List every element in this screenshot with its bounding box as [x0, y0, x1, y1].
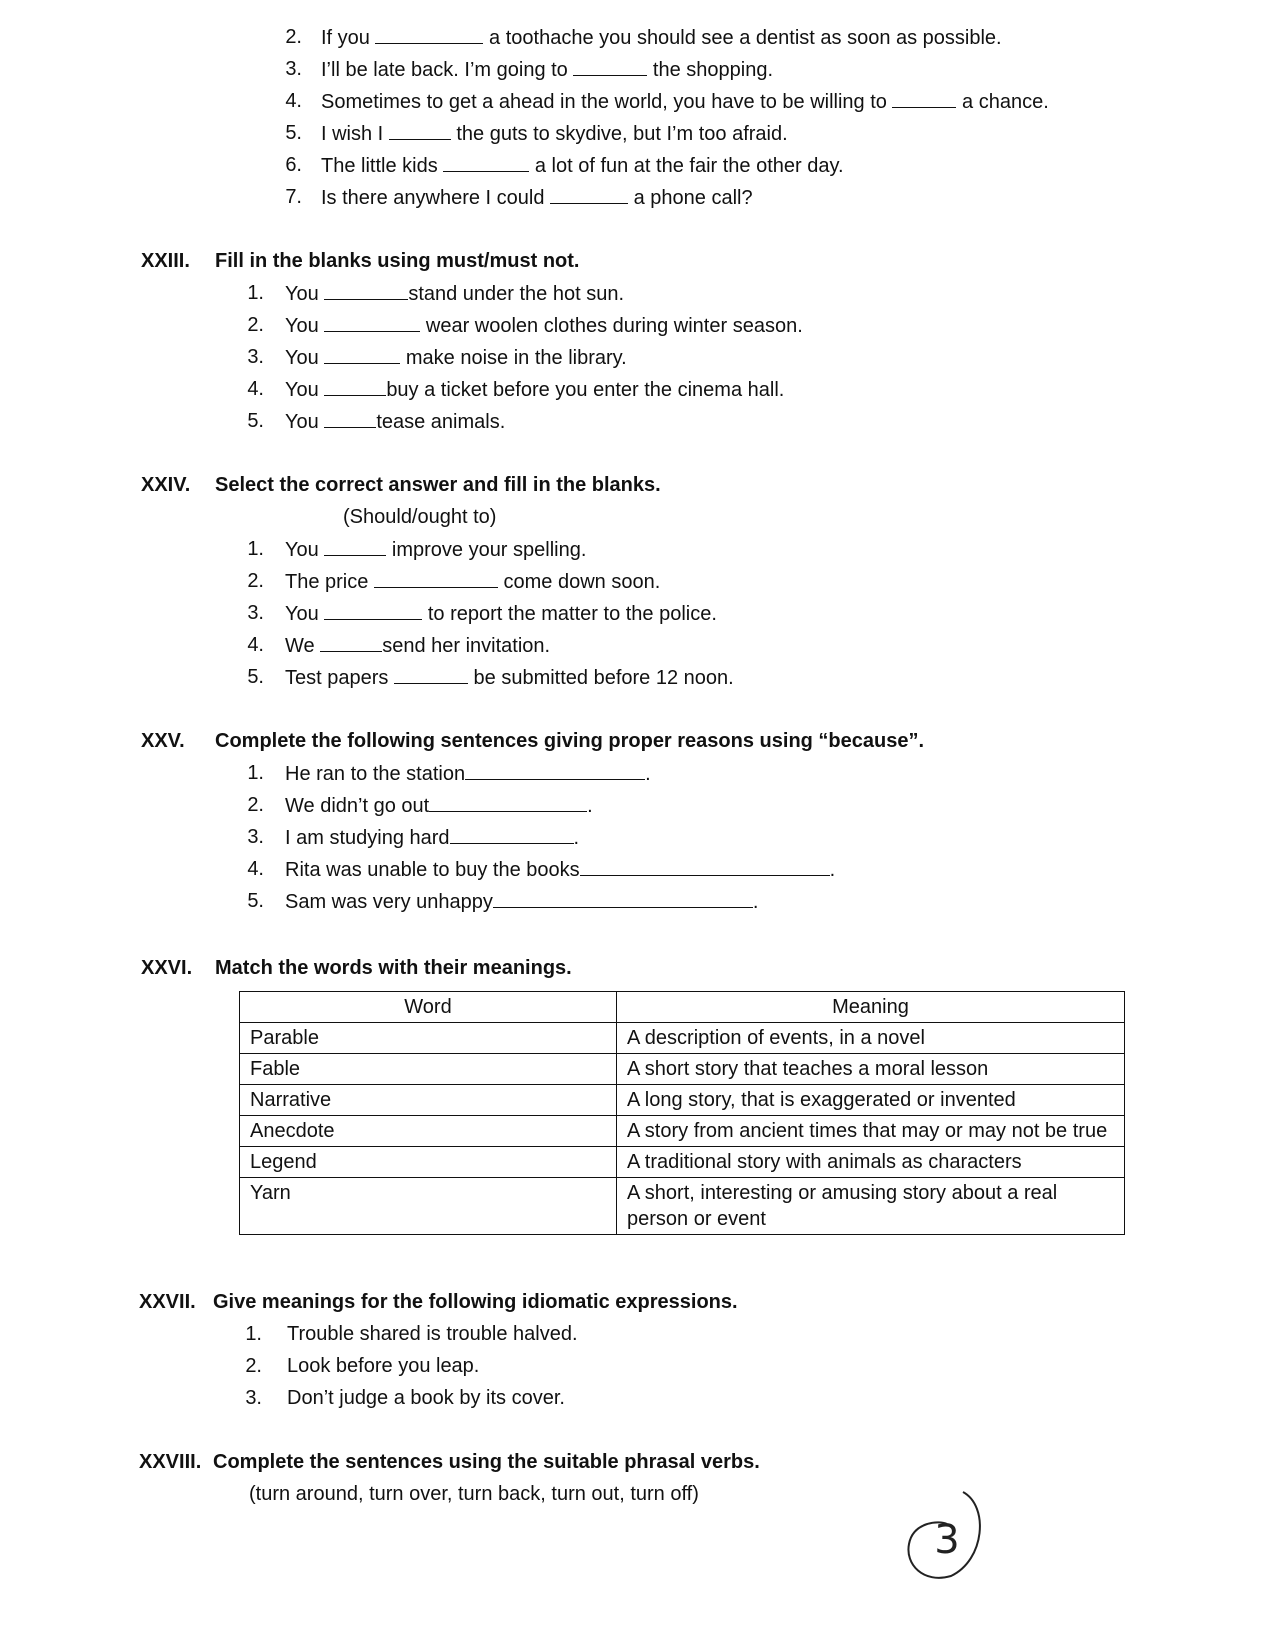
section-number: XXVII. — [139, 1291, 196, 1313]
table-row — [240, 1023, 1125, 1054]
page-number — [903, 1486, 993, 1586]
item-number: 5. — [247, 890, 264, 912]
item-number: 2. — [245, 1355, 262, 1377]
answer-blank[interactable] — [324, 601, 422, 620]
section-heading: Select the correct answer and fill in the blanks. — [215, 474, 661, 496]
meaning-cell: A long story, that is exaggerated or invented — [617, 1085, 1125, 1116]
section-number: XXVI. — [141, 957, 193, 979]
item-number: 3. — [247, 826, 264, 848]
exercise-item: You stand under the hot sun. — [285, 283, 625, 305]
answer-blank[interactable] — [892, 89, 956, 108]
item-number: 2. — [247, 794, 264, 816]
meaning-cell: A short, interesting or amusing story about a real person or event — [617, 1178, 1125, 1235]
answer-blank[interactable] — [324, 409, 376, 428]
item-number: 6. — [285, 154, 302, 176]
item-number: 5. — [247, 410, 264, 432]
word-cell: Anecdote — [240, 1116, 617, 1147]
exercise-item: We send her invitation. — [285, 635, 551, 657]
word-cell: Legend — [240, 1147, 617, 1178]
exercise-item: We didn’t go out . — [285, 795, 593, 817]
item-number: 2. — [247, 570, 264, 592]
exercise-item: The little kids a lot of fun at the fair the other day. — [321, 155, 844, 177]
exercise-item: You wear woolen clothes during winter season. — [285, 315, 803, 337]
item-number: 3. — [285, 58, 302, 80]
exercise-item: You to report the matter to the police. — [285, 603, 717, 625]
exercise-item: If you a toothache you should see a dentist as soon as possible. — [321, 27, 1002, 49]
answer-blank[interactable] — [450, 825, 574, 844]
item-number: 1. — [247, 282, 264, 304]
section-heading: Complete the sentences using the suitable phrasal verbs. — [213, 1451, 760, 1473]
exercise-item: You make noise in the library. — [285, 347, 627, 369]
answer-options: (turn around, turn over, turn back, turn out, turn off) — [249, 1483, 699, 1505]
answer-blank[interactable] — [493, 889, 753, 908]
idiom-item: Look before you leap. — [287, 1355, 480, 1377]
exercise-item: Is there anywhere I could a phone call? — [321, 187, 753, 209]
table-row — [240, 1116, 1125, 1147]
exercise-item: Sam was very unhappy . — [285, 891, 759, 913]
page-number-circle-icon — [903, 1486, 993, 1586]
item-number: 4. — [247, 634, 264, 656]
answer-blank[interactable] — [465, 761, 645, 780]
section-number: XXIII. — [141, 250, 190, 272]
item-number: 1. — [245, 1323, 262, 1345]
idiom-item: Don’t judge a book by its cover. — [287, 1387, 565, 1409]
item-number: 2. — [247, 314, 264, 336]
answer-blank[interactable] — [324, 377, 386, 396]
column-header-meaning: Meaning — [617, 992, 1125, 1023]
exercise-item: You buy a ticket before you enter the cinema hall. — [285, 379, 785, 401]
meaning-cell: A short story that teaches a moral lesson — [617, 1054, 1125, 1085]
answer-blank[interactable] — [324, 313, 420, 332]
meaning-cell: A traditional story with animals as characters — [617, 1147, 1125, 1178]
exercise-item: Sometimes to get a ahead in the world, you have to be willing to a chance. — [321, 91, 1049, 113]
item-number: 7. — [285, 186, 302, 208]
answer-blank[interactable] — [375, 25, 483, 44]
answer-blank[interactable] — [374, 569, 498, 588]
item-number: 3. — [247, 346, 264, 368]
section-heading: Give meanings for the following idiomatic expressions. — [213, 1291, 738, 1313]
item-number: 3. — [245, 1387, 262, 1409]
answer-blank[interactable] — [324, 281, 408, 300]
answer-blank[interactable] — [429, 793, 587, 812]
idiom-item: Trouble shared is trouble halved. — [287, 1323, 578, 1345]
exercise-item: I’ll be late back. I’m going to the shopping. — [321, 59, 774, 81]
column-header-word: Word — [240, 992, 617, 1023]
table-row — [240, 1147, 1125, 1178]
exercise-item: Test papers be submitted before 12 noon. — [285, 667, 734, 689]
answer-blank[interactable] — [324, 537, 386, 556]
answer-blank[interactable] — [324, 345, 400, 364]
table-row — [240, 1054, 1125, 1085]
item-number: 1. — [247, 538, 264, 560]
section-heading: Fill in the blanks using must/must not. — [215, 250, 580, 272]
answer-blank[interactable] — [394, 665, 468, 684]
item-number: 5. — [285, 122, 302, 144]
section-heading: Complete the following sentences giving proper reasons using “because”. — [215, 730, 925, 752]
word-cell: Narrative — [240, 1085, 617, 1116]
answer-options: (Should/ought to) — [343, 506, 497, 528]
answer-blank[interactable] — [580, 857, 830, 876]
item-number: 4. — [285, 90, 302, 112]
exercise-item: I am studying hard . — [285, 827, 580, 849]
answer-blank[interactable] — [443, 153, 529, 172]
table-row — [240, 1178, 1125, 1235]
answer-blank[interactable] — [389, 121, 451, 140]
exercise-item: The price come down soon. — [285, 571, 661, 593]
exercise-item: I wish I the guts to skydive, but I’m too afraid. — [321, 123, 788, 145]
section-number: XXIV. — [141, 474, 191, 496]
item-number: 3. — [247, 602, 264, 624]
item-number: 1. — [247, 762, 264, 784]
meaning-cell: A description of events, in a novel — [617, 1023, 1125, 1054]
answer-blank[interactable] — [550, 185, 628, 204]
item-number: 4. — [247, 858, 264, 880]
section-heading: Match the words with their meanings. — [215, 957, 572, 979]
page-number-text: 3 — [934, 1517, 960, 1563]
answer-blank[interactable] — [573, 57, 647, 76]
table-header-row — [240, 992, 1125, 1023]
exercise-item: You improve your spelling. — [285, 539, 587, 561]
exercise-item: Rita was unable to buy the books . — [285, 859, 836, 881]
item-number: 5. — [247, 666, 264, 688]
word-cell: Parable — [240, 1023, 617, 1054]
exercise-item: He ran to the station . — [285, 763, 651, 785]
item-number: 2. — [285, 26, 302, 48]
section-number: XXV. — [141, 730, 185, 752]
table-row — [240, 1085, 1125, 1116]
word-cell: Yarn — [240, 1178, 617, 1235]
section-number: XXVIII. — [139, 1451, 202, 1473]
word-cell: Fable — [240, 1054, 617, 1085]
match-table — [239, 991, 1125, 1235]
meaning-cell: A story from ancient times that may or may not be true — [617, 1116, 1125, 1147]
answer-blank[interactable] — [320, 633, 382, 652]
exercise-item: You tease animals. — [285, 411, 506, 433]
item-number: 4. — [247, 378, 264, 400]
